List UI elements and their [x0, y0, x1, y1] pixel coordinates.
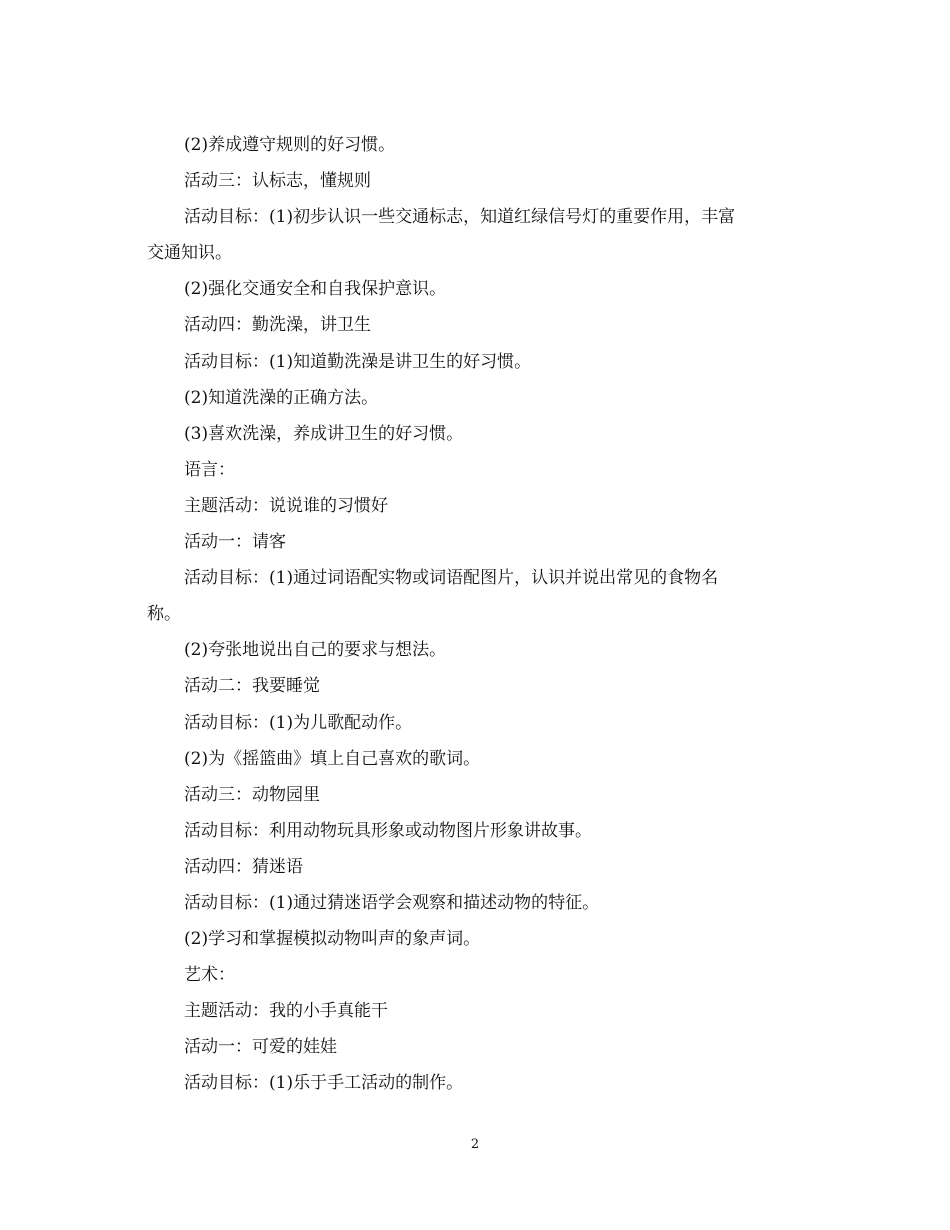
- text-line: 活动目标：(1)初步认识一些交通标志，知道红绿信号灯的重要作用，丰富: [184, 207, 736, 228]
- text-line: (3)喜欢洗澡，养成讲卫生的好习惯。: [184, 423, 464, 444]
- text-line: 活动四：猜迷语: [184, 856, 303, 877]
- text-line: (2)夸张地说出自己的要求与想法。: [184, 640, 447, 661]
- text-line: 主题活动：我的小手真能干: [184, 1001, 388, 1022]
- text-line: 活动一：请客: [184, 532, 286, 553]
- page-number: 2: [470, 1137, 480, 1152]
- text-line: (2)强化交通安全和自我保护意识。: [184, 279, 447, 300]
- text-line: 语言：: [184, 459, 235, 480]
- text-line: 活动目标：(1)知道勤洗澡是讲卫生的好习惯。: [184, 351, 532, 372]
- text-line: 主题活动：说说谁的习惯好: [184, 495, 388, 516]
- text-line: (2)为《摇篮曲》填上自己喜欢的歌词。: [184, 748, 481, 769]
- text-line: 交通知识。: [147, 243, 232, 264]
- text-line: 活动三：认标志，懂规则: [184, 171, 371, 192]
- text-line: 活动二：我要睡觉: [184, 676, 320, 697]
- text-line: 活动目标：(1)通过猜迷语学会观察和描述动物的特征。: [184, 892, 600, 913]
- text-line: 活动目标：(1)为儿歌配动作。: [184, 712, 413, 733]
- text-line: 活动四：勤洗澡，讲卫生: [184, 315, 371, 336]
- text-line: (2)知道洗澡的正确方法。: [184, 387, 379, 408]
- text-line: (2)学习和掌握模拟动物叫声的象声词。: [184, 929, 481, 950]
- text-line: 活动目标：(1)通过词语配实物或词语配图片，认识并说出常见的食物名: [184, 568, 719, 589]
- text-line: 活动一：可爱的娃娃: [184, 1037, 337, 1058]
- text-line: 活动目标：(1)乐于手工活动的制作。: [184, 1073, 464, 1094]
- text-line: 艺术：: [184, 965, 235, 986]
- text-line: 活动目标：利用动物玩具形象或动物图片形象讲故事。: [184, 820, 592, 841]
- text-line: 称。: [147, 604, 181, 625]
- text-line: 活动三：动物园里: [184, 784, 320, 805]
- text-line: (2)养成遵守规则的好习惯。: [184, 135, 396, 155]
- document-body: [147, 127, 797, 1102]
